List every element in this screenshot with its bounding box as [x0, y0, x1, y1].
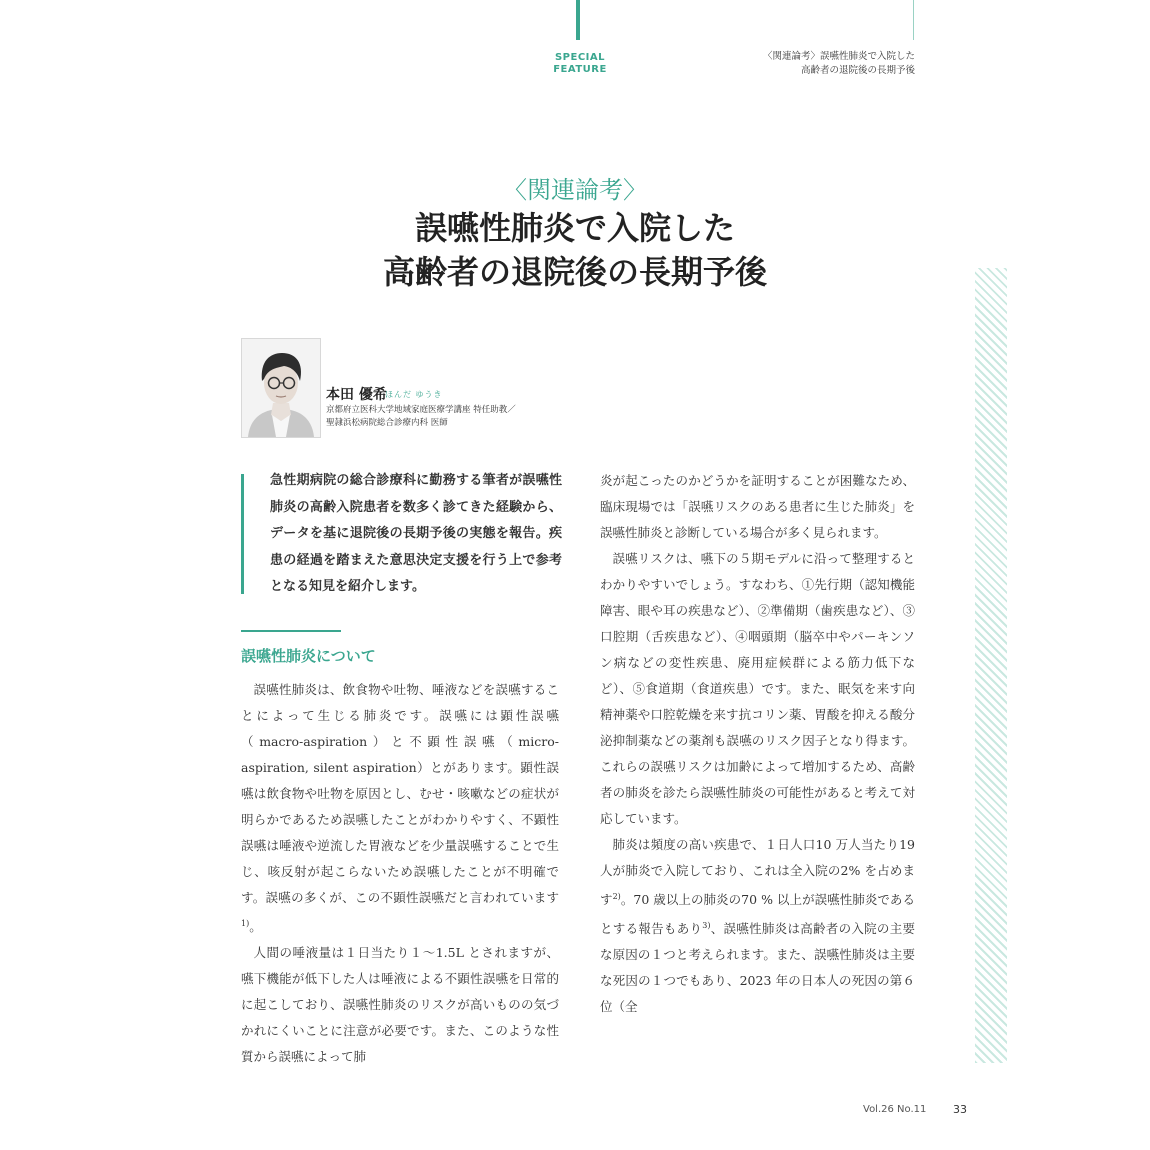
body-column-right	[600, 468, 915, 1020]
paragraph-text: 。70 歳以上の肺炎の70 % 以上が誤嚥性肺炎であるとする報告もあり	[600, 892, 915, 937]
paragraph-text: 誤嚥性肺炎は、飲食物や吐物、唾液などを誤嚥することによって生じる肺炎です。誤嚥には顕性誤嚥（macro-aspiration）と不顕性誤嚥（micro-aspiration, silent aspiration）とがあります。顕性誤嚥は飲食物や吐物を原因とし、むせ・咳嗽などの症状が明らかであるため誤嚥したことがわかりやすく、不顕性誤嚥は唾液や逆流した胃液などを少量誤嚥することで生じ、咳反射が起こらないため誤嚥したことが不明確です。誤嚥の多くが、この不顕性誤嚥だと言われています	[241, 682, 559, 905]
paragraph-text: 、誤嚥性肺炎は高齢者の入院の主要な原因の１つと考えられます。また、誤嚥性肺炎は主要な死因の１つでもあり、2023 年の日本人の死因の第６位（全	[600, 921, 915, 1015]
running-title-line1: 〈関連論考〉誤嚥性肺炎で入院した	[762, 51, 915, 62]
author-affiliation-line1: 京都府立医科大学地域家庭医療学講座 特任助教／	[326, 405, 516, 415]
article-title-line2: 高齢者の退院後の長期予後	[382, 253, 767, 291]
body-column-left	[241, 677, 559, 1070]
abstract-text: 急性期病院の総合診療科に勤務する筆者が誤嚥性肺炎の高齢入院患者を数多く診てきた経験から、データを基に退院後の長期予後の実態を報告。疾患の経過を踏まえた意思決定支援を行う上で参考となる知見を紹介します。	[270, 473, 562, 594]
paragraph-end: 。	[249, 919, 262, 935]
author-affiliation-line2: 聖隷浜松病院総合診療内科 医師	[326, 418, 448, 428]
header-accent-line	[576, 0, 580, 40]
special-feature-label	[530, 52, 630, 76]
paragraph-text: 肺炎は頻度の高い疾患で、１日人口10 万人当たり19 人が肺炎で入院しており、これは全入院の2% を占めます	[600, 837, 915, 908]
author-portrait-icon	[242, 339, 320, 437]
abstract-accent-bar	[241, 474, 244, 594]
paragraph	[241, 677, 559, 940]
article-kicker: 〈関連論考〉	[503, 176, 647, 204]
running-title	[700, 50, 915, 78]
paragraph	[600, 832, 915, 1020]
section-heading: 誤嚥性肺炎について	[241, 647, 376, 665]
article-title-line1: 誤嚥性肺炎で入院した	[414, 209, 735, 247]
reference-mark: 3)	[702, 921, 711, 931]
author-name: 本田 優希	[326, 387, 387, 403]
footer-volume: Vol.26 No.11	[863, 1104, 927, 1115]
paragraph: 誤嚥リスクは、嚥下の５期モデルに沿って整理するとわかりやすいでしょう。すなわち、①先行期（認知機能障害、眼や耳の疾患など）、②準備期（歯疾患など）、③口腔期（舌疾患など）、④咽頭期（脳卒中やパーキンソン病などの変性疾患、廃用症候群による筋力低下など）、⑤食道期（食道疾患）です。また、眠気を来す向精神薬や口腔乾燥を来す抗コリン薬、胃酸を抑える酸分泌抑制薬などの薬剤も誤嚥のリスク因子となり得ます。これらの誤嚥リスクは加齢によって増加するため、高齢者の肺炎を診たら誤嚥性肺炎の可能性があると考えて対応しています。	[600, 551, 915, 826]
reference-mark: 2)	[612, 892, 621, 901]
decorative-hatch-band	[975, 268, 1007, 1063]
special-feature-line2: FEATURE	[553, 64, 607, 75]
reference-mark: 1)	[241, 919, 250, 928]
section-rule	[241, 630, 341, 632]
author-affiliation	[326, 404, 516, 430]
special-feature-line1: SPECIAL	[554, 52, 606, 63]
paragraph: 炎が起こったのかどうかを証明することが困難なため、臨床現場では「誤嚥リスクのある患者に生じた肺炎」を誤嚥性肺炎と診断している場合が多く見られます。	[600, 473, 915, 540]
author-photo	[241, 338, 321, 438]
paragraph: 人間の唾液量は１日当たり１～1.5L とされますが、嚥下機能が低下した人は唾液による不顕性誤嚥を日常的に起こしており、誤嚥性肺炎のリスクが高いものの気づかれにくいことに注意が必要です。また、このような性質から誤嚥によって肺	[241, 945, 559, 1065]
page-number: 33	[953, 1103, 967, 1116]
running-title-line2: 高齢者の退院後の長期予後	[800, 65, 915, 76]
author-reading: ほんだ ゆうき	[385, 390, 443, 399]
header-thin-line	[913, 0, 914, 40]
